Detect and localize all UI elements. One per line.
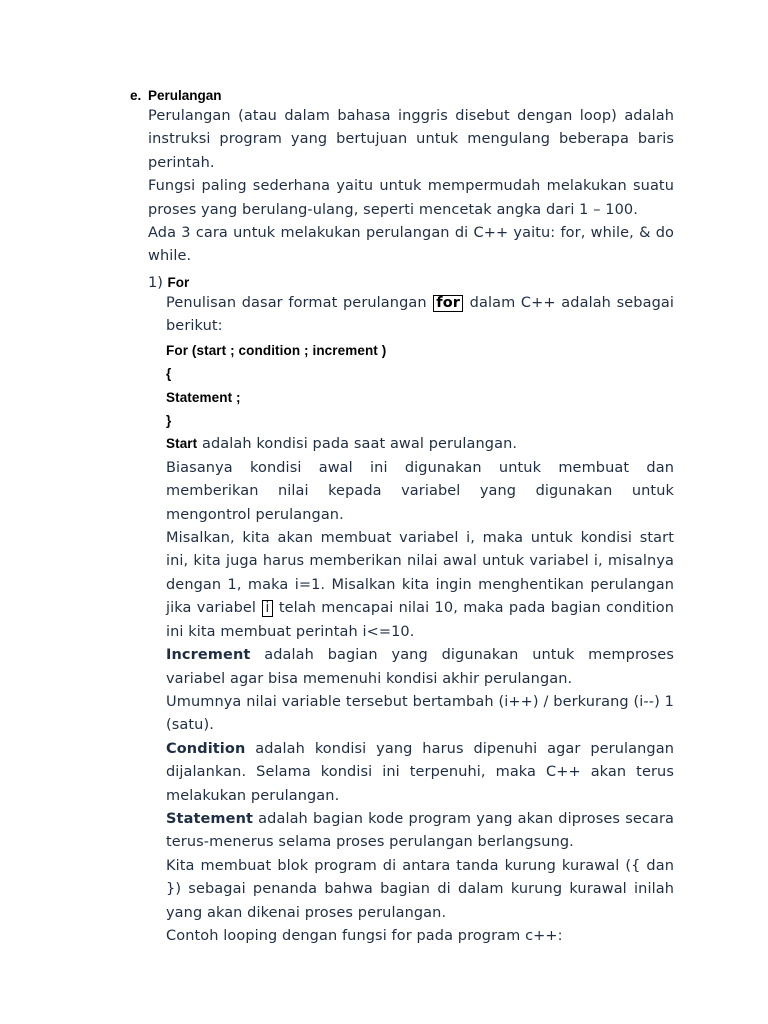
statement-term: Statement xyxy=(166,810,254,827)
for-keyword-box: for xyxy=(433,295,463,312)
variable-i-box: i xyxy=(262,600,272,617)
paragraph-initial-condition: Biasanya kondisi awal ini digunakan untuk membuat dan memberikan nilai kepada variabel yang digunakan untuk mengontrol perulangan. xyxy=(166,459,674,523)
subsection-marker: 1) xyxy=(148,275,163,291)
paragraph-increment xyxy=(166,644,674,691)
paragraph-intro xyxy=(166,292,674,339)
paragraph-start xyxy=(166,432,674,456)
paragraph-three-ways: Ada 3 cara untuk melakukan perulangan di C++ yaitu: for, while, & do while. xyxy=(148,225,674,265)
paragraph-example-intro: Contoh looping dengan fungsi for pada program c++: xyxy=(166,927,563,944)
paragraph-condition xyxy=(166,738,674,808)
statement-description: adalah bagian kode program yang akan diproses secara terus-menerus selama proses perulangan berlangsung. xyxy=(166,810,674,851)
intro-text-after: dalam C++ adalah sebagai berikut: xyxy=(166,295,674,335)
code-line-statement: Statement ; xyxy=(166,389,241,405)
start-description: adalah kondisi pada saat awal perulangan. xyxy=(201,436,518,453)
condition-description: adalah kondisi yang harus dipenuhi agar perulangan dijalankan. Selama kondisi ini terpenuhi, maka C++ akan terus melakukan perulangan. xyxy=(166,740,674,804)
subsection-body xyxy=(166,292,674,948)
section-body xyxy=(148,105,674,269)
condition-term: Condition xyxy=(166,740,246,757)
subsection-heading xyxy=(148,272,189,294)
code-line-open-brace: { xyxy=(166,366,172,382)
section-marker: e. xyxy=(130,88,142,103)
increment-term: Increment xyxy=(166,647,251,664)
start-term: Start xyxy=(166,436,198,452)
paragraph-example-variable xyxy=(166,527,674,644)
intro-text-before: Penulisan dasar format perulangan xyxy=(166,295,427,311)
code-line-close-brace: } xyxy=(166,413,172,429)
example-text-before: Misalkan, kita akan membuat variabel i, maka untuk kondisi start ini, kita juga harus memberikan nilai awal untuk variabel i, misalnya dengan 1, maka i=1. Misalkan kita ingin menghentikan perulangan jika variabel xyxy=(166,530,674,617)
section-title: Perulangan xyxy=(148,88,222,103)
paragraph-definition: Perulangan (atau dalam bahasa inggris disebut dengan loop) adalah instruksi program yang bertujuan untuk mengulang beberapa baris perintah. xyxy=(148,108,674,171)
subsection-title: For xyxy=(167,275,190,290)
code-line-for: For (start ; condition ; increment ) xyxy=(166,342,387,358)
paragraph-commonly: Umumnya nilai variable tersebut bertambah (i++) / berkurang (i--) 1 (satu). xyxy=(166,693,674,734)
section-heading xyxy=(130,86,222,106)
paragraph-block: Kita membuat blok program di antara tanda kurung kurawal ({ dan }) sebagai penanda bahwa bagian di dalam kurung kurawal inilah yang akan dikenai proses perulangan. xyxy=(166,857,674,921)
example-text-after: telah mencapai nilai 10, maka pada bagian condition ini kita membuat perintah i<=10. xyxy=(166,600,674,640)
paragraph-statement xyxy=(166,808,674,855)
paragraph-function: Fungsi paling sederhana yaitu untuk mempermudah melakukan suatu proses yang berulang-ulang, seperti mencetak angka dari 1 – 100. xyxy=(148,178,674,218)
increment-description: adalah bagian yang digunakan untuk memproses variabel agar bisa memenuhi kondisi akhir perulangan. xyxy=(166,647,674,687)
